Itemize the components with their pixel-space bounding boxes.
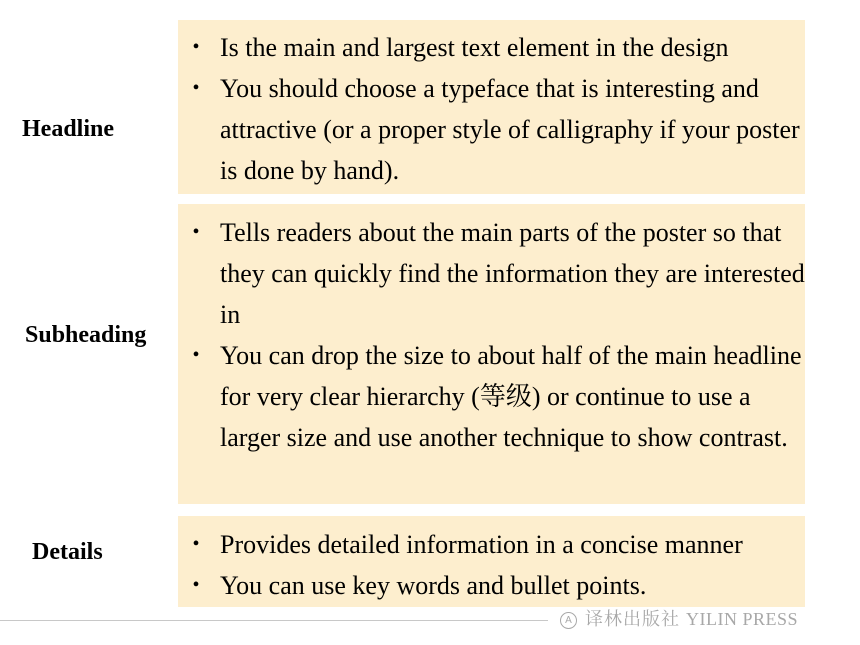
item-text: Is the main and largest text element in the design	[220, 33, 729, 62]
headline-label: Headline	[22, 116, 115, 142]
item-text: You can use key words and bullet points.	[220, 571, 647, 600]
bullet-icon: •	[192, 533, 200, 555]
list-item	[178, 524, 805, 565]
bullet-icon: •	[192, 221, 200, 243]
publisher-footer	[560, 605, 798, 631]
bullet-icon: •	[192, 77, 200, 99]
publisher-name-en: YILIN PRESS	[686, 609, 799, 629]
subheading-label: Subheading	[25, 322, 147, 348]
bullet-icon: •	[192, 36, 200, 58]
list-item	[178, 565, 805, 606]
item-text: You can drop the size to about half of the main headline for very clear hierarchy (等级) or continue to use a larger size and use another technique to show contrast.	[220, 341, 802, 452]
list-item	[178, 68, 805, 191]
list-item	[178, 335, 805, 458]
list-item	[178, 27, 805, 68]
item-text: Provides detailed information in a concise manner	[220, 530, 743, 559]
publisher-name-cn: 译林出版社	[585, 609, 680, 630]
details-label: Details	[32, 539, 103, 565]
publisher-logo-icon: A	[560, 612, 577, 629]
details-panel	[178, 516, 805, 607]
subheading-panel	[178, 204, 805, 504]
list-item	[178, 212, 805, 335]
bullet-icon: •	[192, 574, 200, 596]
headline-panel	[178, 20, 805, 194]
item-text: Tells readers about the main parts of the poster so that they can quickly find the information they are interested in	[220, 218, 805, 329]
bullet-icon: •	[192, 344, 200, 366]
item-text: You should choose a typeface that is interesting and attractive (or a proper style of calligraphy if your poster is done by hand).	[220, 74, 800, 185]
footer-divider	[0, 620, 548, 621]
